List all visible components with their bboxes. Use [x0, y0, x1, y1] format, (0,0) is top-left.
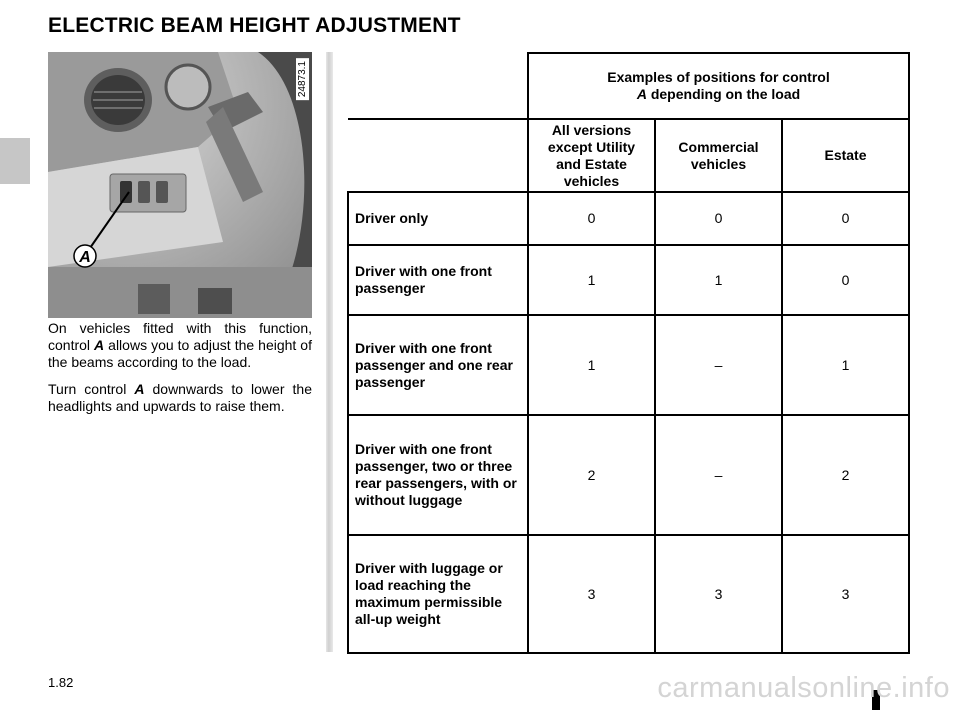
- cell-value: 3: [782, 535, 909, 653]
- cell-value: 3: [655, 535, 782, 653]
- watermark: carmanualsonline.info: [657, 672, 950, 704]
- body-text: [48, 320, 312, 425]
- cell-value: 1: [528, 245, 655, 315]
- cell-value: 3: [528, 535, 655, 653]
- row-label: Driver with one front passenger: [348, 245, 528, 315]
- table-row: [348, 245, 909, 315]
- cell-value: 0: [528, 192, 655, 245]
- cell-value: 1: [528, 315, 655, 415]
- cell-value: 1: [782, 315, 909, 415]
- control-a-thumbwheel: [120, 181, 132, 203]
- table-row: [348, 415, 909, 535]
- dashboard-photo: [48, 52, 312, 318]
- table-row: [348, 192, 909, 245]
- column-divider: [326, 52, 333, 652]
- paragraph-2: Turn control A downwards to lower the headlights and upwards to raise them.: [48, 381, 312, 414]
- row-label: Driver with luggage or load reaching the maximum permissible all-up weight: [348, 535, 528, 653]
- section-tab: [0, 138, 30, 184]
- dashboard-illustration: [48, 52, 312, 318]
- column-header: Estate: [782, 119, 909, 192]
- cell-value: 0: [782, 192, 909, 245]
- column-header: Commercial vehicles: [655, 119, 782, 192]
- cell-value: 2: [528, 415, 655, 535]
- row-label: Driver only: [348, 192, 528, 245]
- cell-value: –: [655, 315, 782, 415]
- figure-reference: 24873.1: [296, 58, 309, 100]
- row-label: Driver with one front passenger, two or three rear passengers, with or without luggage: [348, 415, 528, 535]
- table-row: [348, 315, 909, 415]
- paragraph-1: On vehicles fitted with this function, control A allows you to adjust the height of the beams according to the load.: [48, 320, 312, 370]
- cell-value: 0: [782, 245, 909, 315]
- page-number: 1.82: [48, 675, 74, 690]
- cell-value: 1: [655, 245, 782, 315]
- page-title: ELECTRIC BEAM HEIGHT ADJUSTMENT: [48, 14, 461, 37]
- load-positions-table: [347, 52, 910, 654]
- column-header: All versions except Utility and Estate vehicles: [528, 119, 655, 192]
- cell-value: 0: [655, 192, 782, 245]
- callout-a-label: A: [79, 249, 91, 266]
- cell-value: –: [655, 415, 782, 535]
- table-title: Examples of positions for control A depending on the load: [528, 53, 909, 119]
- table-row: [348, 535, 909, 653]
- row-label: Driver with one front passenger and one rear passenger: [348, 315, 528, 415]
- cell-value: 2: [782, 415, 909, 535]
